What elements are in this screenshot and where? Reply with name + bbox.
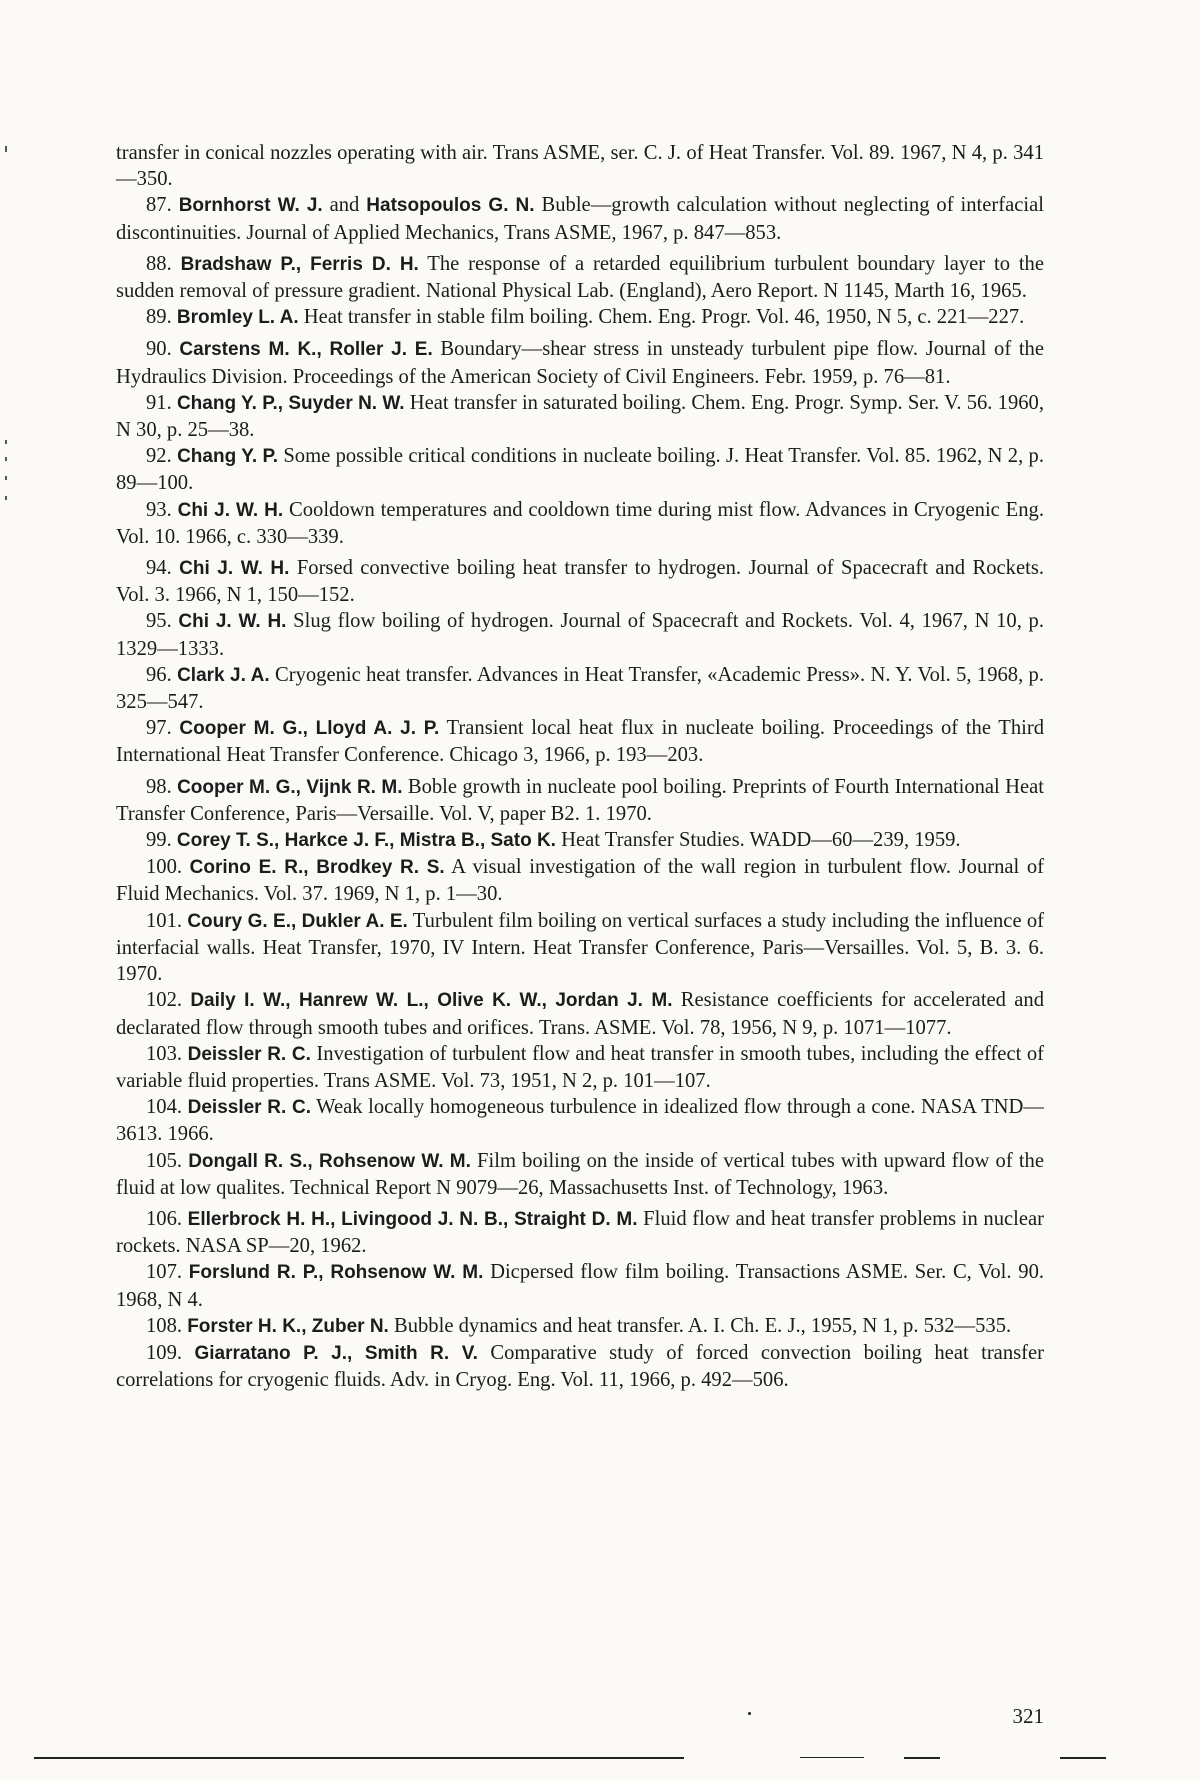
reference-authors: Bromley L. A. xyxy=(176,307,299,329)
reference-text: A visual investigation of the wall region in turbulent flow. Journal of Fluid Mechanics. Vol. 37. 1969, N 1, p. 1—30. xyxy=(116,856,1045,906)
page-number: 321 xyxy=(1012,1704,1044,1728)
scan-speck xyxy=(5,496,7,500)
reference-number: 93. xyxy=(146,498,178,521)
footer-rule xyxy=(34,1757,684,1759)
reference-entry xyxy=(116,827,1044,854)
reference-authors: Chi J. W. H. xyxy=(179,558,290,580)
reference-authors: Chi J. W. H. xyxy=(177,499,284,521)
reference-text: Weak locally homogeneous turbulence in idealized flow through a cone. NASA TND—3613. 1966. xyxy=(116,1096,1045,1146)
reference-entry xyxy=(116,1206,1044,1259)
footer-rule xyxy=(1060,1757,1106,1759)
reference-text: Bubble dynamics and heat transfer. A. I. Ch. E. J., 1955, N 1, p. 532—535. xyxy=(388,1314,1012,1337)
reference-entry xyxy=(116,390,1044,443)
reference-authors: Chang Y. P. xyxy=(177,446,279,468)
reference-number: 102. xyxy=(146,989,191,1012)
reference-text: Some possible critical conditions in nucleate boiling. J. Heat Transfer. Vol. 85. 1962, N 2, p. 89—100. xyxy=(116,445,1044,495)
reference-authors: Corino E. R., Brodkey R. S. xyxy=(189,857,445,879)
reference-number: 95. xyxy=(146,610,179,633)
reference-authors: Ellerbrock H. H., Livingood J. N. B., Straight D. M. xyxy=(187,1208,638,1230)
reference-text: Turbulent film boiling on vertical surfaces a study including the influence of interfacial walls. Heat Transfer, 1970, IV Intern. Heat Transfer Conference, Paris—Versailles. Vol. 5, B. 3. 6. 1970. xyxy=(116,909,1044,986)
reference-text: The response of a retarded equilibrium turbulent boundary layer to the sudden removal of pressure gradient. National Physical Lab. (England), Aero Report. N 1145, Marth 16, 1965. xyxy=(116,252,1044,303)
reference-entry xyxy=(116,774,1044,827)
reference-text: Transient local heat flux in nucleate boiling. Proceedings of the Third International Heat Transfer Conference. Chicago 3, 1966, p. 193—203. xyxy=(116,717,1044,767)
reference-entry xyxy=(116,1094,1044,1147)
reference-entry xyxy=(116,443,1044,496)
reference-entry xyxy=(116,497,1044,550)
reference-list xyxy=(116,140,1044,1393)
reference-entry xyxy=(116,608,1044,661)
reference-authors: Chang Y. P., Suyder N. W. xyxy=(176,392,405,414)
reference-authors: Corey T. S., Harkce J. F., Mistra B., Sato K. xyxy=(176,830,556,852)
reference-number: 97. xyxy=(146,717,180,740)
reference-entry xyxy=(116,1340,1044,1393)
reference-entry xyxy=(116,555,1044,608)
reference-text: Boble growth in nucleate pool boiling. Preprints of Fourth International Heat Transfer Conference, Paris—Versaille. Vol. V, paper B2. 1. 1970. xyxy=(116,775,1044,825)
scan-speck xyxy=(5,457,7,461)
reference-number: 89. xyxy=(146,306,177,329)
reference-authors: Carstens M. K., Roller J. E. xyxy=(179,339,433,361)
reference-number: 104. xyxy=(146,1096,188,1119)
reference-text: Resistance coefficients for accelerated and declarated flow through smooth tubes and orifices. Trans. ASME. Vol. 78, 1956, N 9, p. 1071—1077. xyxy=(116,989,1044,1039)
scan-speck xyxy=(5,146,7,152)
page-dot-mark xyxy=(748,1712,751,1715)
reference-number: 100. xyxy=(146,856,190,879)
reference-authors: Clark J. A. xyxy=(177,664,270,686)
reference-entry xyxy=(116,987,1044,1040)
reference-entry xyxy=(116,304,1044,331)
reference-number: 98. xyxy=(146,775,178,798)
reference-text: Cryogenic heat transfer. Advances in Heat Transfer, «Academic Press». N. Y. Vol. 5, 1968, p. 325—547. xyxy=(116,663,1045,714)
reference-entry xyxy=(116,140,1044,192)
reference-entry xyxy=(116,662,1044,715)
reference-text: Film boiling on the inside of vertical tubes with upward flow of the fluid at low qualites. Technical Report N 9079—26, Massachusetts Inst. of Technology, 1963. xyxy=(116,1149,1044,1199)
reference-entry xyxy=(116,192,1044,245)
reference-number: 94. xyxy=(146,557,180,580)
reference-number: 88. xyxy=(146,252,181,275)
reference-text: Investigation of turbulent flow and heat transfer in smooth tubes, including the effect of variable fluid properties. Trans ASME. Vol. 73, 1951, N 2, p. 101—107. xyxy=(116,1042,1045,1092)
reference-authors: Dongall R. S., Rohsenow W. M. xyxy=(188,1150,471,1172)
reference-authors: Deissler R. C. xyxy=(187,1043,311,1065)
reference-entry xyxy=(116,1148,1044,1201)
reference-text: Fluid flow and heat transfer problems in nuclear rockets. NASA SP—20, 1962. xyxy=(116,1207,1044,1258)
reference-text: Boundary—shear stress in unsteady turbulent pipe flow. Journal of the Hydraulics Division. Proceedings of the American Society of Civil Engineers. Febr. 1959, p. 76—81. xyxy=(116,338,1044,388)
reference-number: 109. xyxy=(146,1341,195,1364)
reference-entry xyxy=(116,1313,1044,1340)
reference-number: 101. xyxy=(146,909,188,932)
scan-speck xyxy=(5,440,7,444)
reference-entry xyxy=(116,908,1044,988)
reference-text: Heat Transfer Studies. WADD—60—239, 1959. xyxy=(555,829,961,852)
reference-number: 108. xyxy=(146,1314,188,1337)
footer-rule xyxy=(904,1757,940,1759)
footer-rule xyxy=(800,1757,864,1758)
reference-text: and Hatsopoulos G. N. Buble—growth calculation without neglecting of interfacial discontinuities. Journal of Applied Mechanics, Trans ASME, 1967, p. 847—853. xyxy=(116,194,1044,244)
reference-number: 103. xyxy=(146,1042,188,1065)
reference-authors: Chi J. W. H. xyxy=(178,611,287,633)
reference-authors: Bornhorst W. J. xyxy=(178,195,323,217)
reference-number: 99. xyxy=(146,829,177,852)
reference-authors: Bradshaw P., Ferris D. H. xyxy=(180,253,419,275)
reference-text: transfer in conical nozzles operating with air. Trans ASME, ser. C. J. of Heat Transfer. Vol. 89. 1967, N 4, p. 341—350. xyxy=(116,142,1044,191)
reference-text: Heat transfer in stable film boiling. Chem. Eng. Progr. Vol. 46, 1950, N 5, c. 221—227. xyxy=(298,306,1025,329)
reference-authors: Forslund R. P., Rohsenow W. M. xyxy=(188,1262,484,1284)
reference-entry xyxy=(116,715,1044,768)
reference-entry xyxy=(116,1259,1044,1312)
reference-number: 91. xyxy=(146,391,177,414)
reference-authors: Cooper M. G., Lloyd A. J. P. xyxy=(179,718,440,740)
reference-text: Slug flow boiling of hydrogen. Journal of Spacecraft and Rockets. Vol. 4, 1967, N 10, p. 1329—1333. xyxy=(116,610,1044,660)
reference-entry xyxy=(116,854,1044,907)
reference-text: Dicpersed flow film boiling. Transactions ASME. Ser. C, Vol. 90. 1968, N 4. xyxy=(116,1261,1045,1311)
reference-authors: Giarratano P. J., Smith R. V. xyxy=(194,1342,478,1364)
reference-text: Heat transfer in saturated boiling. Chem. Eng. Progr. Symp. Ser. V. 56. 1960, N 30, p. 25—38. xyxy=(116,391,1044,442)
reference-number: 96. xyxy=(146,663,178,686)
reference-authors: Daily I. W., Hanrew W. L., Olive K. W., Jordan J. M. xyxy=(190,990,673,1012)
reference-entry xyxy=(116,1041,1044,1094)
reference-authors: Cooper M. G., Vijnk R. M. xyxy=(177,776,403,798)
reference-number: 87. xyxy=(146,194,179,217)
reference-number: 107. xyxy=(146,1261,189,1284)
reference-coauthor: Hatsopoulos G. N. xyxy=(366,195,535,217)
scan-speck xyxy=(5,476,7,480)
reference-authors: Deissler R. C. xyxy=(187,1097,311,1119)
reference-number: 105. xyxy=(146,1149,189,1172)
reference-text: Forsed convective boiling heat transfer to hydrogen. Journal of Spacecraft and Rockets. Vol. 3. 1966, N 1, 150—152. xyxy=(116,557,1044,607)
reference-number: 92. xyxy=(146,445,178,468)
reference-text: Comparative study of forced convection boiling heat transfer correlations for cryogenic fluids. Adv. in Cryog. Eng. Vol. 11, 1966, p. 492—506. xyxy=(116,1341,1044,1392)
reference-authors: Forster H. K., Zuber N. xyxy=(187,1315,389,1337)
reference-authors: Coury G. E., Dukler A. E. xyxy=(187,910,408,932)
reference-entry xyxy=(116,251,1044,304)
reference-number: 106. xyxy=(146,1207,188,1230)
reference-text: Cooldown temperatures and cooldown time during mist flow. Advances in Cryogenic Eng. Vol. 10. 1966, c. 330—339. xyxy=(116,498,1044,548)
reference-number: 90. xyxy=(146,338,180,361)
reference-entry xyxy=(116,336,1044,389)
